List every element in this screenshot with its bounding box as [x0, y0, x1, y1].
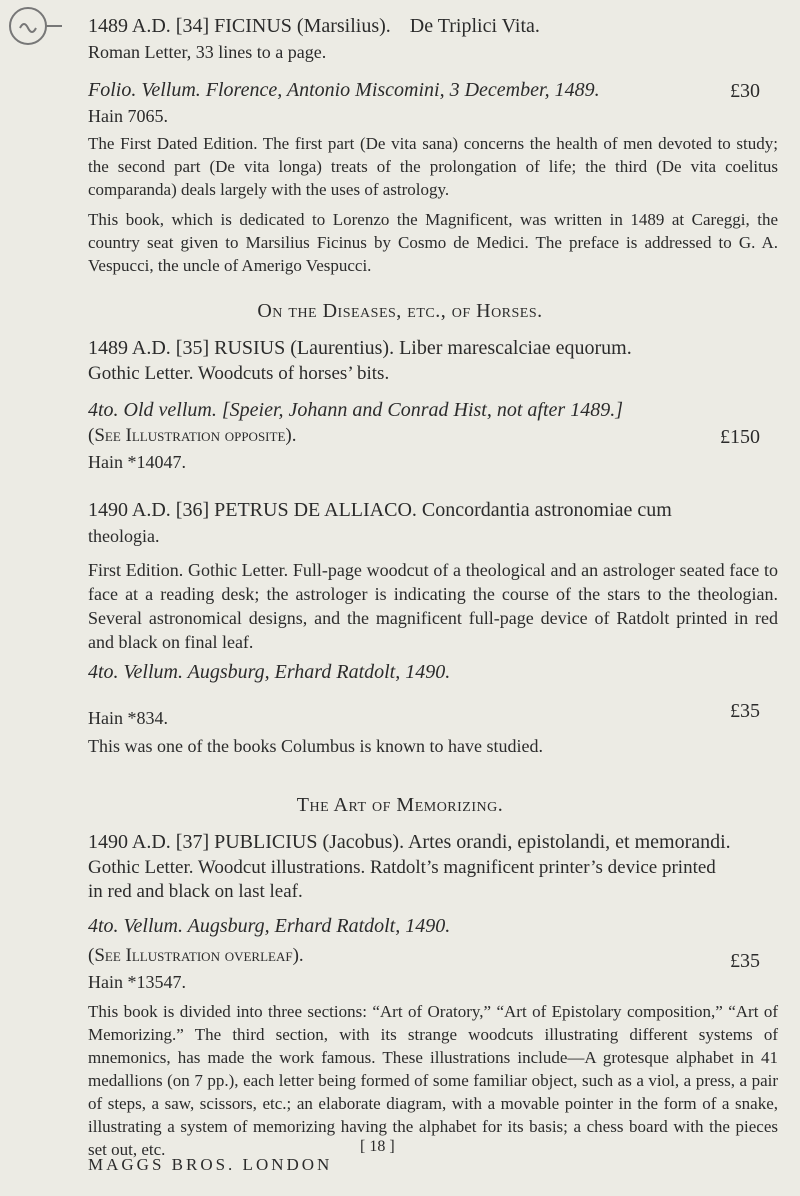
entry-35-imprint: 4to. Old vellum. [Speier, Johann and Conrad Hist, not after 1489.]	[88, 399, 623, 421]
entry-34-price: £30	[730, 80, 760, 102]
entry-36-imprint: 4to. Vellum. Augsburg, Erhard Ratdolt, 1490.	[88, 661, 451, 683]
entry-37-imprint: 4to. Vellum. Augsburg, Erhard Ratdolt, 1490.	[88, 915, 451, 937]
entry-35-price: £150	[720, 426, 760, 448]
entry-36-title-cont: theologia.	[88, 526, 160, 546]
entry-34-hain: Hain 7065.	[88, 106, 168, 126]
entry-34-description: The First Dated Edition. The first part (De vita sana) concerns the health of men devoted to study; the second part (De vita longa) treats of the prolongation of life; the third (De vita coelitus comparanda) deals largely with the uses of astrology.	[88, 134, 778, 199]
entry-37-letter: Gothic Letter. Woodcut illustrations. Ratdolt’s magnificent printer’s device printed	[88, 857, 716, 878]
entry-35-title-line: 1489 A.D. [35] RUSIUS (Laurentius). Liber marescalciae equorum.	[88, 337, 632, 359]
library-stamp-icon	[6, 4, 62, 48]
entry-37-see-illustration: (See Illustration overleaf).	[88, 945, 304, 966]
entry-35-letter: Gothic Letter. Woodcuts of horses’ bits.	[88, 363, 390, 384]
entry-37-title-line: 1490 A.D. [37] PUBLICIUS (Jacobus). Artes orandi, epistolandi, et memorandi.	[88, 831, 731, 853]
entry-34-imprint: Folio. Vellum. Florence, Antonio Miscomini, 3 December, 1489.	[88, 79, 600, 101]
entry-35-see-illustration: (See Illustration opposite).	[88, 425, 297, 446]
section-heading-horses: On the Diseases, etc., of Horses.	[257, 300, 543, 322]
entry-36-description: First Edition. Gothic Letter. Full-page woodcut of a theological and an astrologer seated face to face at a reading desk; the astrologer is indicating the course of the stars to the theologian. Several astronomical designs, and the magnificent full-page device of Ratdolt printed in red and black on final leaf.	[88, 560, 778, 652]
entry-37-letter-cont: in red and black on last leaf.	[88, 881, 303, 902]
section-heading-memorizing: The Art of Memorizing.	[296, 794, 504, 816]
entry-34-note: This book, which is dedicated to Lorenzo the Magnificent, was written in 1489 at Careggi, the country seat given to Marsilius Ficinus by Cosmo de Medici. The preface is addressed to G. A. Vespucci, the uncle of Amerigo Vespucci.	[88, 210, 778, 275]
entry-37-price: £35	[730, 950, 760, 972]
entry-37-description: This book is divided into three sections: “Art of Oratory,” “Art of Epistolary composition,” “Art of Memorizing.” The third section, with its strange woodcuts illustrating different systems of mnemonics, has made the work famous. These illustrations include—A grotesque alphabet in 41 medallions (on 7 pp.), each letter being formed of some familiar object, such as a viol, a press, a pair of steps, a saw, scissors, etc.; an elaborate diagram, with a movable pointer in the form of a snake, illustrating a system of memorizing having the alphabet for its basis; a chess board with the pieces set out, etc.	[88, 1002, 778, 1159]
page-number: [ 18 ]	[360, 1138, 395, 1155]
entry-34-letter: Roman Letter, 33 lines to a page.	[88, 42, 327, 62]
entry-34-title-line: 1489 A.D. [34] FICINUS (Marsilius). De Triplici Vita.	[88, 15, 540, 37]
entry-36-hain: Hain *834.	[88, 708, 168, 728]
entry-36-title-line: 1490 A.D. [36] PETRUS DE ALLIACO. Concordantia astronomiae cum	[88, 499, 672, 521]
entry-37-hain: Hain *13547.	[88, 972, 186, 992]
entry-36-note: This was one of the books Columbus is known to have studied.	[88, 736, 543, 756]
entry-36-price: £35	[730, 700, 760, 722]
publisher-footer: MAGGS BROS. LONDON	[88, 1155, 333, 1174]
entry-35-hain: Hain *14047.	[88, 452, 186, 472]
